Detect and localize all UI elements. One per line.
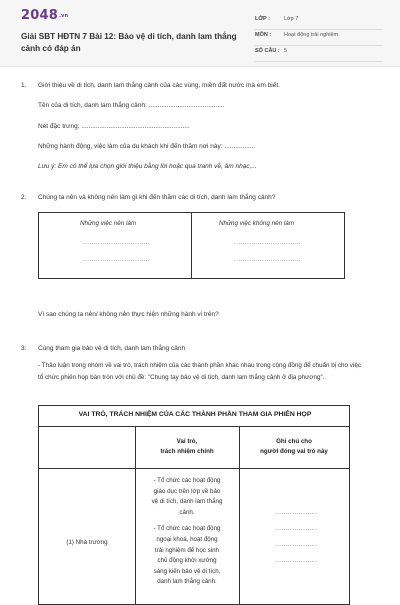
meta-key: MÔN : (255, 32, 272, 38)
roles-table (38, 405, 350, 605)
answer-dots: ............................... (234, 240, 302, 246)
do-dont-table (38, 212, 345, 279)
page-header (0, 0, 400, 67)
column-header-role (135, 437, 239, 457)
document-title: Giải SBT HĐTN 7 Bài 12: Bảo vệ di tích, danh lam thắng cảnh có đáp án (21, 32, 237, 53)
header-line: trách nhiệm chính (160, 448, 214, 455)
logo-text: 2048 (21, 8, 58, 23)
note-dots: .................... (275, 558, 319, 564)
answer-dots: ............................... (234, 257, 302, 263)
header-line: Ghi chú cho (276, 438, 312, 445)
column-header-dont: Những việc không nên làm (219, 220, 295, 227)
note-dots: .................... (275, 542, 319, 548)
note-line: Lưu ý: Em có thể lựa chọn giới thiệu bằng lời hoặc qua tranh vẽ, âm nhạc,... (38, 163, 257, 170)
role-cell (135, 476, 239, 588)
question-text: Giới thiệu về di tích, danh lam thắng cảnh của các vùng, miền đất nước mà em biết. (38, 82, 280, 89)
question-text: Cùng tham gia bảo vệ di tích, danh lam thắng cảnh (38, 345, 186, 352)
cell-line: giáo dục trên lớp về bảo (153, 487, 221, 495)
cell-line: danh lam thắng cảnh. (157, 578, 217, 586)
column-divider (191, 213, 192, 278)
column-header-note (239, 437, 349, 457)
question-text: Chúng ta nên và không nên làm gì khi đến thăm các di tích, danh lam thắng cảnh? (38, 194, 276, 201)
answer-dots: ............................... (83, 240, 151, 246)
site-logo[interactable] (21, 8, 68, 23)
table-title: VAI TRÒ, TRÁCH NHIỆM CỦA CÁC THÀNH PHẦN THAM GIA PHIÊN HỌP (78, 411, 312, 418)
question-number: 3. (21, 345, 27, 352)
header-line: Vai trò, (176, 438, 198, 445)
note-dots: .................... (275, 510, 319, 516)
answer-line-feature: Nét đặc trưng: ............................................................ (38, 123, 190, 130)
meta-key: LỚP : (255, 16, 270, 22)
meta-info (255, 14, 383, 62)
cell-line: vệ di tích, danh lam thắng (151, 498, 223, 506)
logo-suffix: .vn (58, 13, 69, 19)
answer-dots: ............................... (83, 257, 151, 263)
cell-line: - Tổ chức các hoạt động (153, 525, 221, 533)
meta-row-class (255, 14, 383, 30)
cell-line: cảnh. (179, 508, 195, 516)
question-number: 1. (21, 82, 27, 89)
row-divider (39, 468, 349, 469)
cell-line: trải nghiệm để học sinh (155, 546, 219, 554)
column-header-do: Những việc nên làm (80, 220, 137, 227)
meta-value: 5 (284, 48, 288, 54)
header-line: người đóng vai trò này (260, 448, 328, 455)
answer-line-name: Tên của di tích, danh lam thắng cảnh: .......................................... (38, 102, 225, 109)
row-divider (39, 426, 349, 427)
cell-line: - Tổ chức các hoạt động (153, 477, 221, 484)
meta-row-subject (255, 30, 383, 46)
answer-line-actions: Những hành động, việc làm của du khách khi đến thăm nơi này: ................. (38, 143, 256, 150)
meta-row-count (255, 46, 383, 62)
cell-line: sáng kiến bảo vệ di tích, (153, 567, 221, 575)
why-question: Vì sao chúng ta nên/ không nên thực hiện những hành vi trên? (38, 311, 219, 318)
cell-line: ngoại khoá, hoạt động (156, 535, 218, 543)
discussion-paragraph: - Thảo luận trong nhóm về vai trò, trách nhiệm của các thành phần khác nhau trong cộng đồng để chuẩn bị cho việc tổ chức phiên họp bàn tròn với chủ đề: "Chung tay bảo vệ di tích, danh lam thắng cảnh ở địa phương". (38, 362, 361, 381)
row-label-school: (1) Nhà trường (66, 539, 108, 546)
meta-key: SỐ CÂU : (255, 48, 280, 54)
question-number: 2. (21, 194, 27, 201)
note-dots: .................... (275, 526, 319, 532)
meta-value: Hoạt động trải nghiệm (284, 32, 339, 38)
meta-value: Lớp 7 (284, 16, 299, 22)
cell-line: chủ động khởi xướng (157, 557, 217, 565)
